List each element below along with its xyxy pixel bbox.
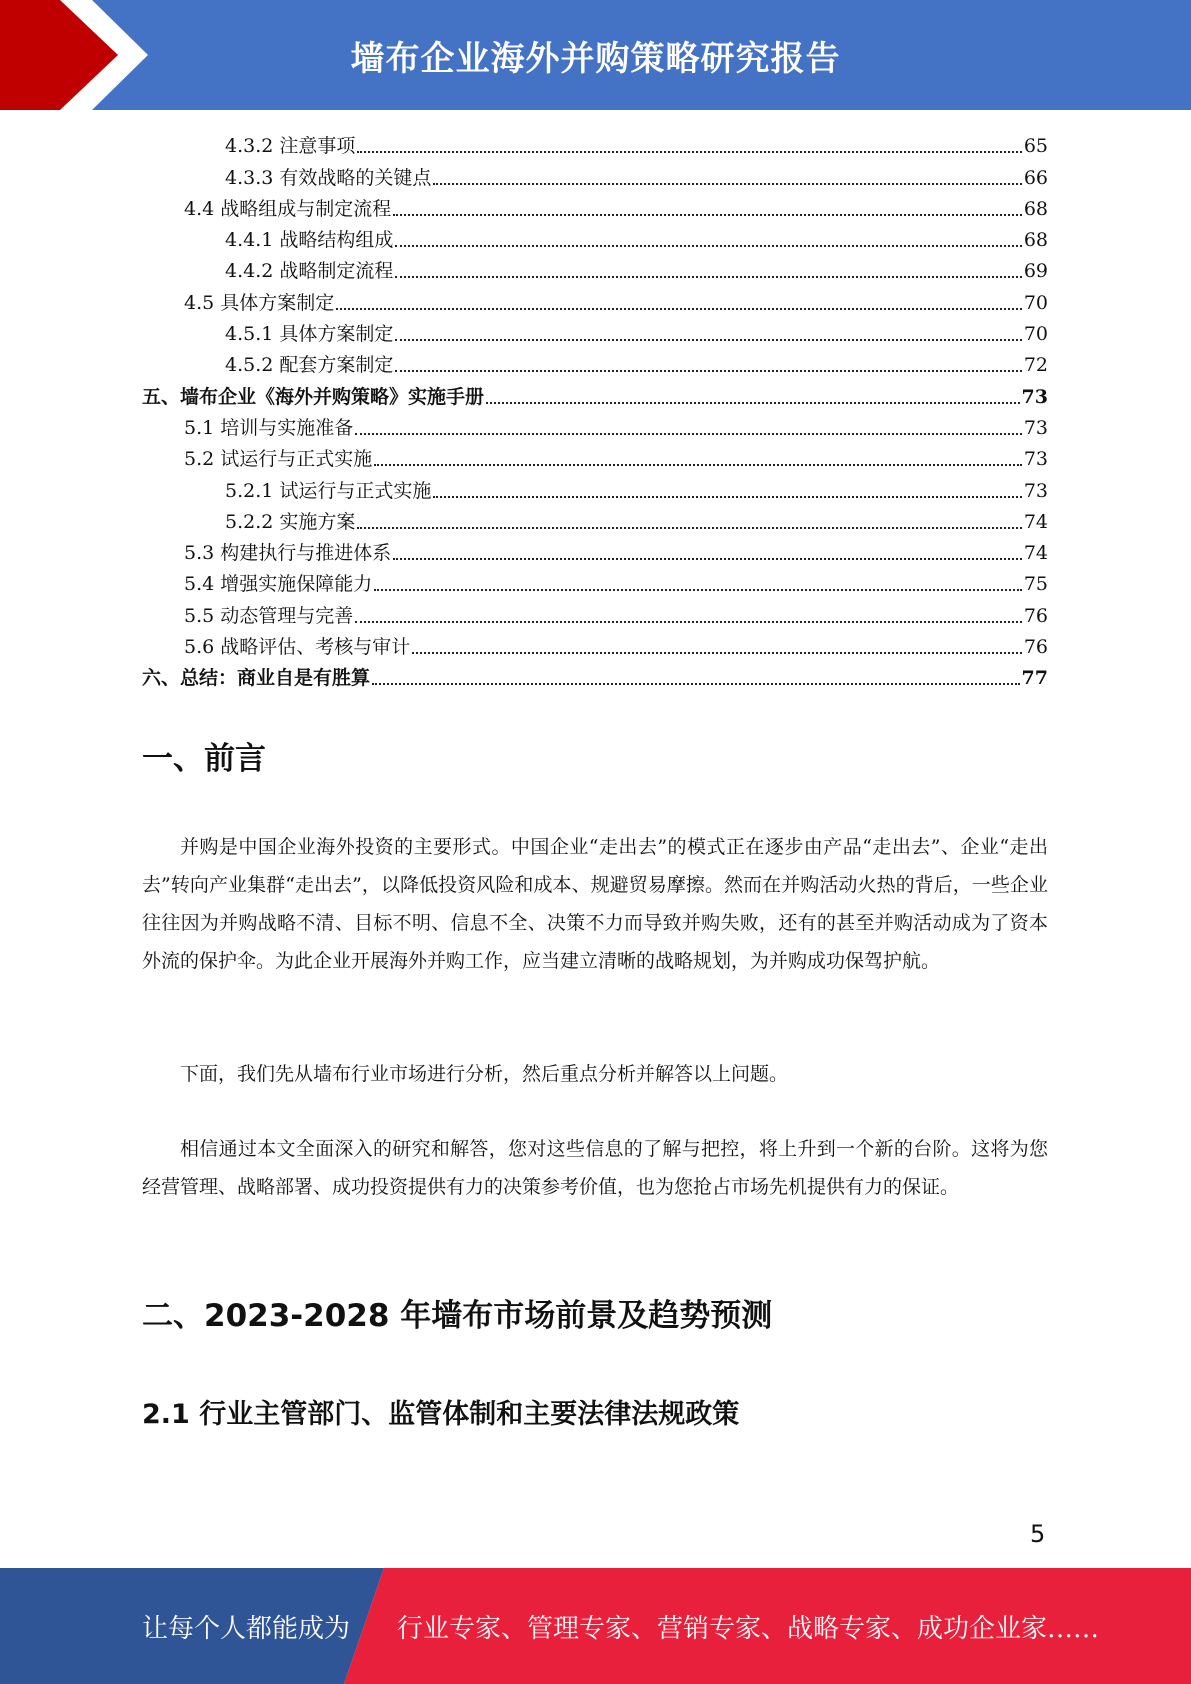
toc-entry-page: 66 [1023, 166, 1048, 189]
toc-entry-label: 4.4.1 战略结构组成 [225, 229, 394, 252]
page-number: 5 [1030, 1520, 1046, 1548]
footer-slogan-right: 行业专家、管理专家、营销专家、战略专家、成功企业家…… [397, 1613, 1100, 1644]
toc-entry-page: 73 [1023, 448, 1048, 471]
toc-entry-page: 70 [1023, 323, 1048, 346]
toc-entry-page: 69 [1023, 260, 1048, 283]
toc-dot-leader [355, 621, 1022, 623]
toc-entry[interactable] [142, 535, 1048, 566]
toc-entry[interactable] [142, 378, 1048, 409]
preface-paragraph-1: 并购是中国企业海外投资的主要形式。中国企业“走出去”的模式正在逐步由产品“走出去”、企业“走出去”转向产业集群“走出去”，以降低投资风险和成本、规避贸易摩擦。然而在并购活动火热的背后，一些企业往往因为并购战略不清、目标不明、信息不全、决策不力而导致并购失败，还有的甚至并购活动成为了资本外流的保护伞。为此企业开展海外并购工作，应当建立清晰的战略规划，为并购成功保驾护航。 [142, 836, 1048, 972]
toc-entry-label: 4.3.3 有效战略的关键点 [225, 166, 432, 189]
toc-entry-page: 73 [1023, 416, 1048, 439]
table-of-contents [142, 128, 1048, 691]
report-title: 墙布企业海外并购策略研究报告 [350, 38, 841, 79]
footer-slogan-left: 让每个人都能成为 [142, 1613, 351, 1644]
toc-entry-page: 76 [1023, 636, 1048, 659]
toc-entry[interactable] [142, 410, 1048, 441]
toc-entry-label: 5.1 培训与实施准备 [184, 416, 354, 439]
toc-entry-label: 5.2.1 试运行与正式实施 [225, 479, 432, 502]
toc-entry-page: 65 [1023, 135, 1048, 158]
toc-entry-page: 73 [1023, 479, 1048, 502]
toc-entry-page: 75 [1023, 573, 1048, 596]
chapter-2-heading: 二、2023-2028 年墙布市场前景及趋势预测 [142, 1298, 773, 1334]
toc-entry-label: 4.3.2 注意事项 [225, 135, 356, 158]
toc-entry-page: 76 [1023, 604, 1048, 627]
toc-entry-label: 5.2 试运行与正式实施 [184, 448, 373, 471]
toc-entry[interactable] [142, 472, 1048, 503]
toc-entry[interactable] [142, 253, 1048, 284]
toc-dot-leader [336, 308, 1022, 310]
toc-entry-label: 5.3 构建执行与推进体系 [184, 542, 392, 565]
toc-entry-label: 4.5.2 配套方案制定 [225, 354, 394, 377]
toc-entry[interactable] [142, 191, 1048, 222]
toc-entry[interactable] [142, 159, 1048, 190]
toc-entry-label: 5.5 动态管理与完善 [184, 604, 354, 627]
toc-dot-leader [395, 339, 1021, 341]
toc-entry[interactable] [142, 629, 1048, 660]
toc-entry-label: 六、总结：商业自是有胜算 [142, 667, 371, 690]
toc-entry[interactable] [142, 441, 1048, 472]
toc-entry-page: 70 [1023, 291, 1048, 314]
toc-entry[interactable] [142, 347, 1048, 378]
toc-entry[interactable] [142, 316, 1048, 347]
toc-dot-leader [393, 558, 1022, 560]
section-2-1-heading: 2.1 行业主管部门、监管体制和主要法律法规政策 [142, 1399, 740, 1430]
toc-entry-label: 5.4 增强实施保障能力 [184, 573, 373, 596]
toc-dot-leader [357, 151, 1021, 153]
toc-entry[interactable] [142, 504, 1048, 535]
toc-entry-label: 4.4.2 战略制定流程 [225, 260, 394, 283]
toc-entry-page: 74 [1023, 542, 1048, 565]
toc-dot-leader [374, 464, 1022, 466]
toc-dot-leader [395, 370, 1021, 372]
toc-entry-page: 68 [1023, 229, 1048, 252]
toc-dot-leader [395, 245, 1021, 247]
toc-entry[interactable] [142, 128, 1048, 159]
toc-entry[interactable] [142, 284, 1048, 315]
toc-dot-leader [395, 276, 1021, 278]
toc-entry-label: 5.6 战略评估、考核与审计 [184, 636, 411, 659]
toc-dot-leader [412, 652, 1022, 654]
toc-entry[interactable] [142, 660, 1048, 691]
toc-entry-page: 72 [1023, 354, 1048, 377]
toc-dot-leader [486, 402, 1020, 404]
toc-entry[interactable] [142, 597, 1048, 628]
toc-dot-leader [372, 683, 1020, 685]
toc-dot-leader [374, 589, 1022, 591]
toc-dot-leader [433, 183, 1021, 185]
toc-dot-leader [357, 527, 1021, 529]
preface-heading: 一、前言 [142, 741, 266, 777]
header-banner [0, 0, 1191, 110]
preface-paragraph-3: 相信通过本文全面深入的研究和解答，您对这些信息的了解与把控，将上升到一个新的台阶。这将为您经营管理、战略部署、成功投资提供有力的决策参考价值，也为您抢占市场先机提供有力的保证。 [142, 1138, 1048, 1198]
toc-dot-leader [355, 433, 1022, 435]
toc-entry-label: 4.5 具体方案制定 [184, 291, 335, 314]
toc-entry[interactable] [142, 566, 1048, 597]
toc-dot-leader [433, 496, 1021, 498]
toc-dot-leader [393, 214, 1022, 216]
toc-entry-page: 77 [1021, 667, 1048, 690]
footer-banner [0, 1568, 1191, 1684]
preface-paragraph-2: 下面，我们先从墙布行业市场进行分析，然后重点分析并解答以上问题。 [180, 1063, 789, 1085]
toc-entry-label: 5.2.2 实施方案 [225, 510, 356, 533]
toc-entry-label: 4.4 战略组成与制定流程 [184, 197, 392, 220]
toc-entry-page: 74 [1023, 510, 1048, 533]
toc-entry-label: 4.5.1 具体方案制定 [225, 323, 394, 346]
toc-entry[interactable] [142, 222, 1048, 253]
toc-entry-page: 73 [1021, 385, 1048, 408]
toc-entry-label: 五、墙布企业《海外并购策略》实施手册 [142, 385, 485, 408]
toc-entry-page: 68 [1023, 197, 1048, 220]
